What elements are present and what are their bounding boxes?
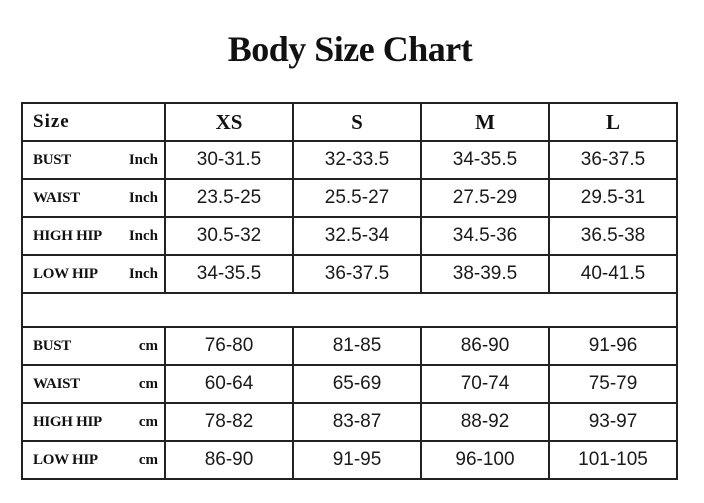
table-cell: 91-95 bbox=[293, 441, 421, 479]
measure-name: BUST bbox=[33, 338, 71, 355]
measure-name: LOW HIP bbox=[33, 452, 98, 469]
row-label bbox=[22, 179, 165, 217]
measure-unit: cm bbox=[138, 376, 158, 393]
size-chart-table bbox=[21, 102, 678, 480]
measure-unit: Inch bbox=[128, 228, 158, 245]
row-label bbox=[22, 327, 165, 365]
measure-unit: cm bbox=[138, 452, 158, 469]
table-cell: 34.5-36 bbox=[421, 217, 549, 255]
table-cell: 83-87 bbox=[293, 403, 421, 441]
table-row bbox=[22, 403, 677, 441]
table-cell: 27.5-29 bbox=[421, 179, 549, 217]
table-cell: 38-39.5 bbox=[421, 255, 549, 293]
table-row bbox=[22, 255, 677, 293]
row-label bbox=[22, 441, 165, 479]
table-cell: 25.5-27 bbox=[293, 179, 421, 217]
table-cell: 32-33.5 bbox=[293, 141, 421, 179]
table-cell: 36.5-38 bbox=[549, 217, 677, 255]
measure-unit: Inch bbox=[128, 266, 158, 283]
table-cell: 78-82 bbox=[165, 403, 293, 441]
table-cell: 36-37.5 bbox=[293, 255, 421, 293]
spacer-row bbox=[22, 293, 677, 327]
row-label bbox=[22, 365, 165, 403]
table-cell: 70-74 bbox=[421, 365, 549, 403]
size-header: Size bbox=[22, 103, 165, 141]
table-cell: 96-100 bbox=[421, 441, 549, 479]
table-cell: 86-90 bbox=[421, 327, 549, 365]
page-title: Body Size Chart bbox=[227, 29, 473, 69]
table-cell: 32.5-34 bbox=[293, 217, 421, 255]
size-xs-header: XS bbox=[165, 103, 293, 141]
measure-name: WAIST bbox=[33, 376, 80, 393]
table-row bbox=[22, 179, 677, 217]
row-label bbox=[22, 141, 165, 179]
table-cell: 101-105 bbox=[549, 441, 677, 479]
measure-unit: Inch bbox=[128, 152, 158, 169]
table-cell: 34-35.5 bbox=[421, 141, 549, 179]
table-row bbox=[22, 141, 677, 179]
table-row bbox=[22, 441, 677, 479]
table-cell: 23.5-25 bbox=[165, 179, 293, 217]
table-cell: 86-90 bbox=[165, 441, 293, 479]
table-cell: 75-79 bbox=[549, 365, 677, 403]
table-cell: 36-37.5 bbox=[549, 141, 677, 179]
table-cell: 76-80 bbox=[165, 327, 293, 365]
table-cell: 29.5-31 bbox=[549, 179, 677, 217]
table-cell: 40-41.5 bbox=[549, 255, 677, 293]
table-cell: 81-85 bbox=[293, 327, 421, 365]
measure-name: BUST bbox=[33, 152, 71, 169]
table-cell: 93-97 bbox=[549, 403, 677, 441]
row-label bbox=[22, 403, 165, 441]
spacer-cell bbox=[22, 293, 677, 327]
size-l-header: L bbox=[549, 103, 677, 141]
table-row bbox=[22, 217, 677, 255]
table-row bbox=[22, 327, 677, 365]
header-row bbox=[22, 103, 677, 141]
table-cell: 88-92 bbox=[421, 403, 549, 441]
size-m-header: M bbox=[421, 103, 549, 141]
table-cell: 60-64 bbox=[165, 365, 293, 403]
measure-name: HIGH HIP bbox=[33, 414, 102, 431]
table-cell: 65-69 bbox=[293, 365, 421, 403]
table-cell: 30.5-32 bbox=[165, 217, 293, 255]
table-cell: 34-35.5 bbox=[165, 255, 293, 293]
row-label bbox=[22, 255, 165, 293]
table-cell: 30-31.5 bbox=[165, 141, 293, 179]
row-label bbox=[22, 217, 165, 255]
measure-name: WAIST bbox=[33, 190, 80, 207]
measure-name: LOW HIP bbox=[33, 266, 98, 283]
measure-unit: Inch bbox=[128, 190, 158, 207]
table-cell: 91-96 bbox=[549, 327, 677, 365]
measure-name: HIGH HIP bbox=[33, 228, 102, 245]
measure-unit: cm bbox=[138, 414, 158, 431]
measure-unit: cm bbox=[138, 338, 158, 355]
table-row bbox=[22, 365, 677, 403]
size-s-header: S bbox=[293, 103, 421, 141]
